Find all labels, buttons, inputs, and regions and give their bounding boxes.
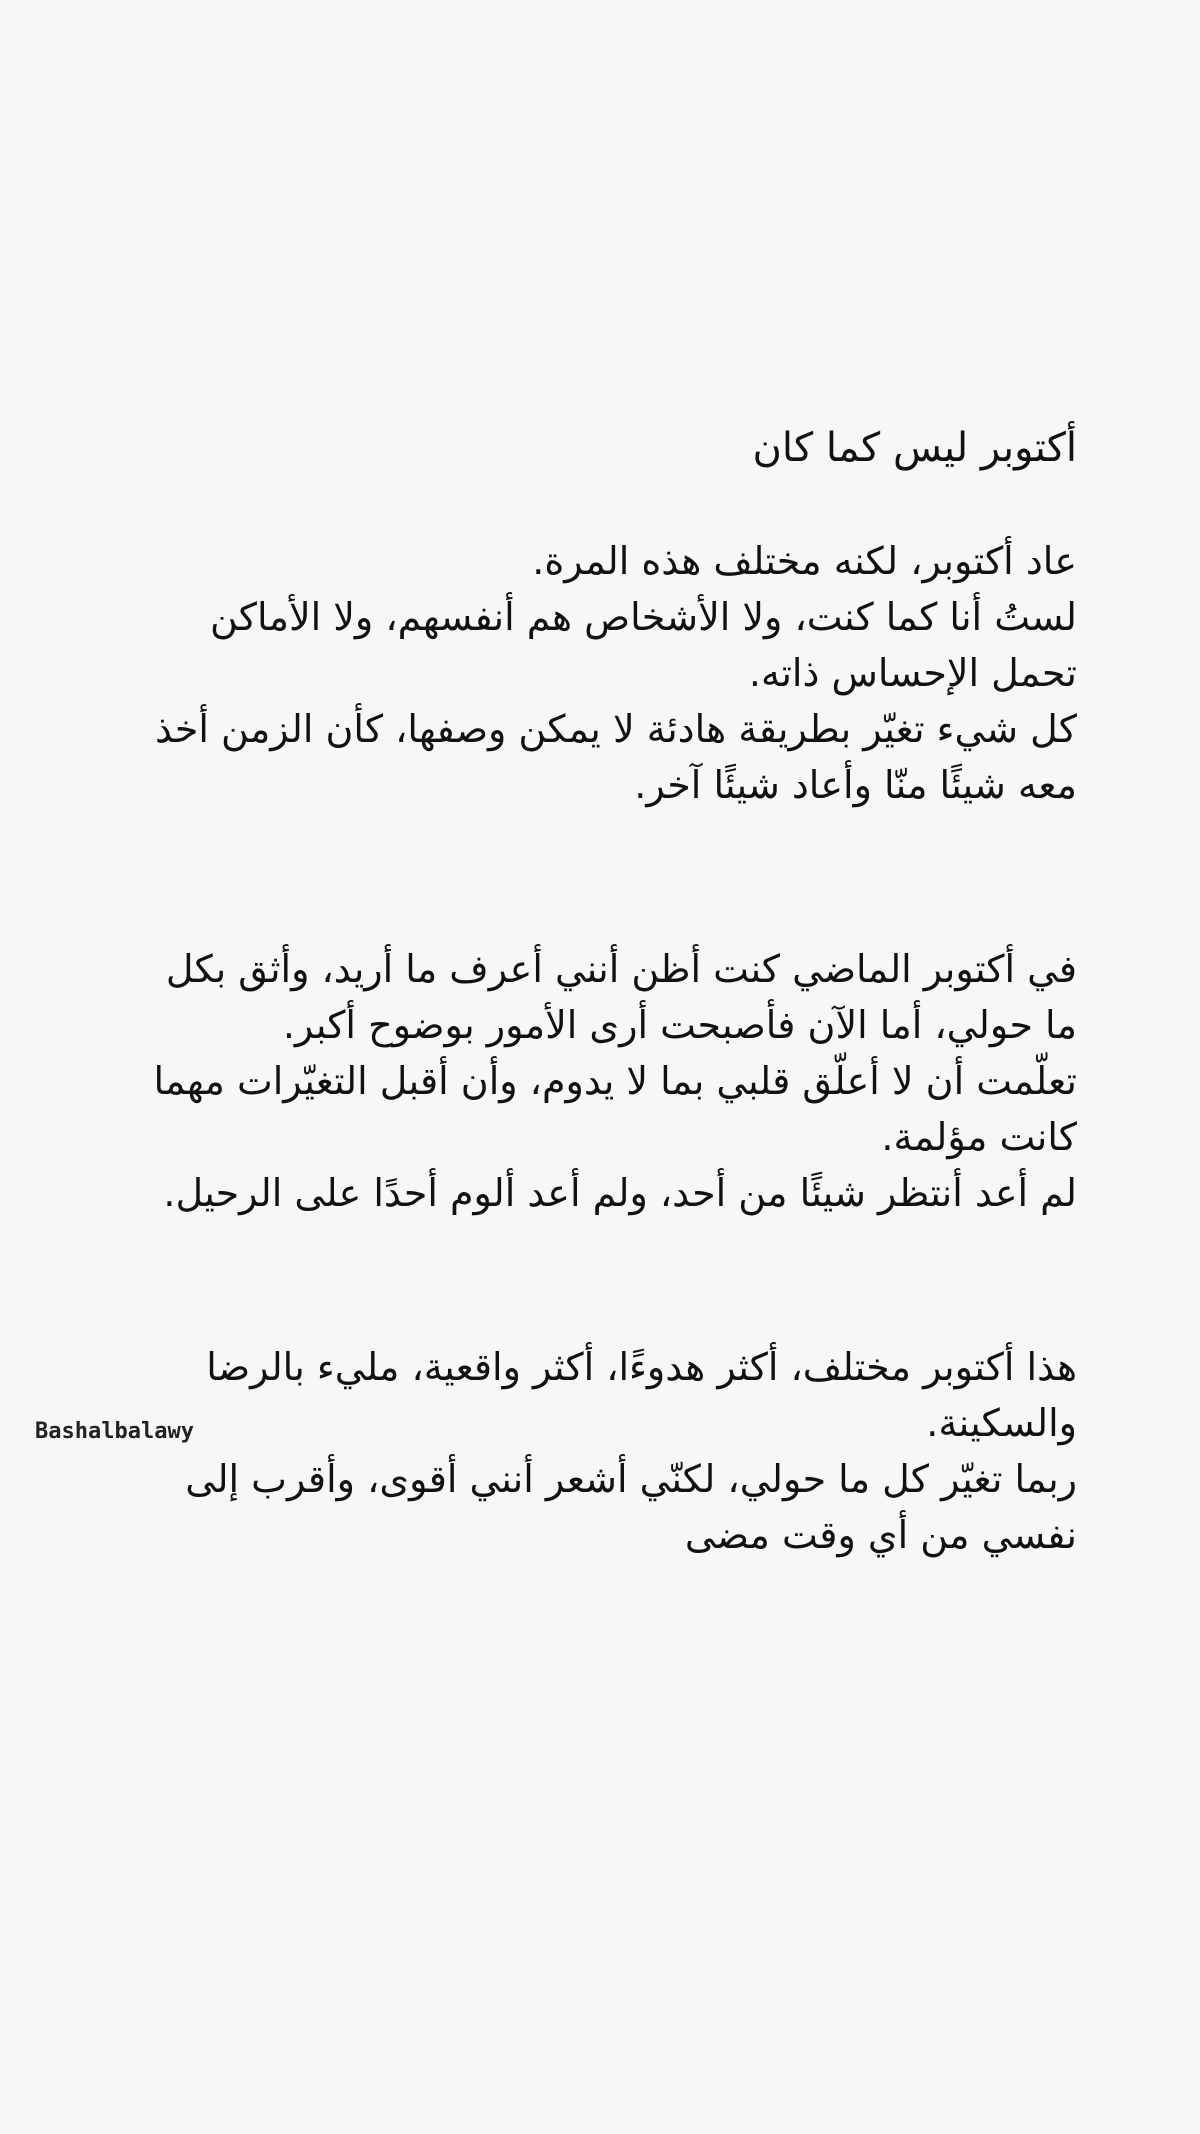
- story-title: أكتوبر ليس كما كان: [752, 425, 1077, 471]
- paragraph-2-line-4: كانت مؤلمة.: [881, 1115, 1077, 1159]
- paragraph-2-line-2: ما حولي، أما الآن فأصبحت أرى الأمور بوضوح أكبر.: [282, 1003, 1077, 1047]
- paragraph-2-line-5: لم أعد أنتظر شيئًا من أحد، ولم أعد ألوم أحدًا على الرحيل.: [163, 1171, 1077, 1215]
- paragraph-3-line-1: هذا أكتوبر مختلف، أكثر هدوءًا، أكثر واقعية، مليء بالرضا: [206, 1345, 1077, 1389]
- paragraph-1-line-5: معه شيئًا منّا وأعاد شيئًا آخر.: [634, 763, 1077, 807]
- paragraph-1-line-4: كل شيء تغيّر بطريقة هادئة لا يمكن وصفها، كأن الزمن أخذ: [154, 707, 1077, 751]
- paragraph-3-line-4: نفسي من أي وقت مضى: [684, 1513, 1077, 1557]
- paragraph-3-line-2: والسكينة.: [926, 1401, 1077, 1445]
- paragraph-1-line-3: تحمل الإحساس ذاته.: [748, 651, 1077, 695]
- paragraph-2-line-3: تعلّمت أن لا أعلّق قلبي بما لا يدوم، وأن أقبل التغيّرات مهما: [153, 1059, 1077, 1103]
- paragraph-3: [185, 1339, 1077, 1563]
- paragraph-2-line-1: في أكتوبر الماضي كنت أظن أنني أعرف ما أريد، وأثق بكل: [165, 947, 1077, 991]
- author-watermark: Bashalbalawy: [35, 1419, 194, 1444]
- paragraph-2: [153, 941, 1077, 1221]
- paragraph-1-line-2: لستُ أنا كما كنت، ولا الأشخاص هم أنفسهم، ولا الأماكن: [210, 595, 1077, 639]
- paragraph-1: [155, 533, 1077, 813]
- paragraph-3-line-3: ربما تغيّر كل ما حولي، لكنّي أشعر أنني أقوى، وأقرب إلى: [185, 1457, 1077, 1501]
- paragraph-1-line-1: عاد أكتوبر، لكنه مختلف هذه المرة.: [532, 539, 1077, 583]
